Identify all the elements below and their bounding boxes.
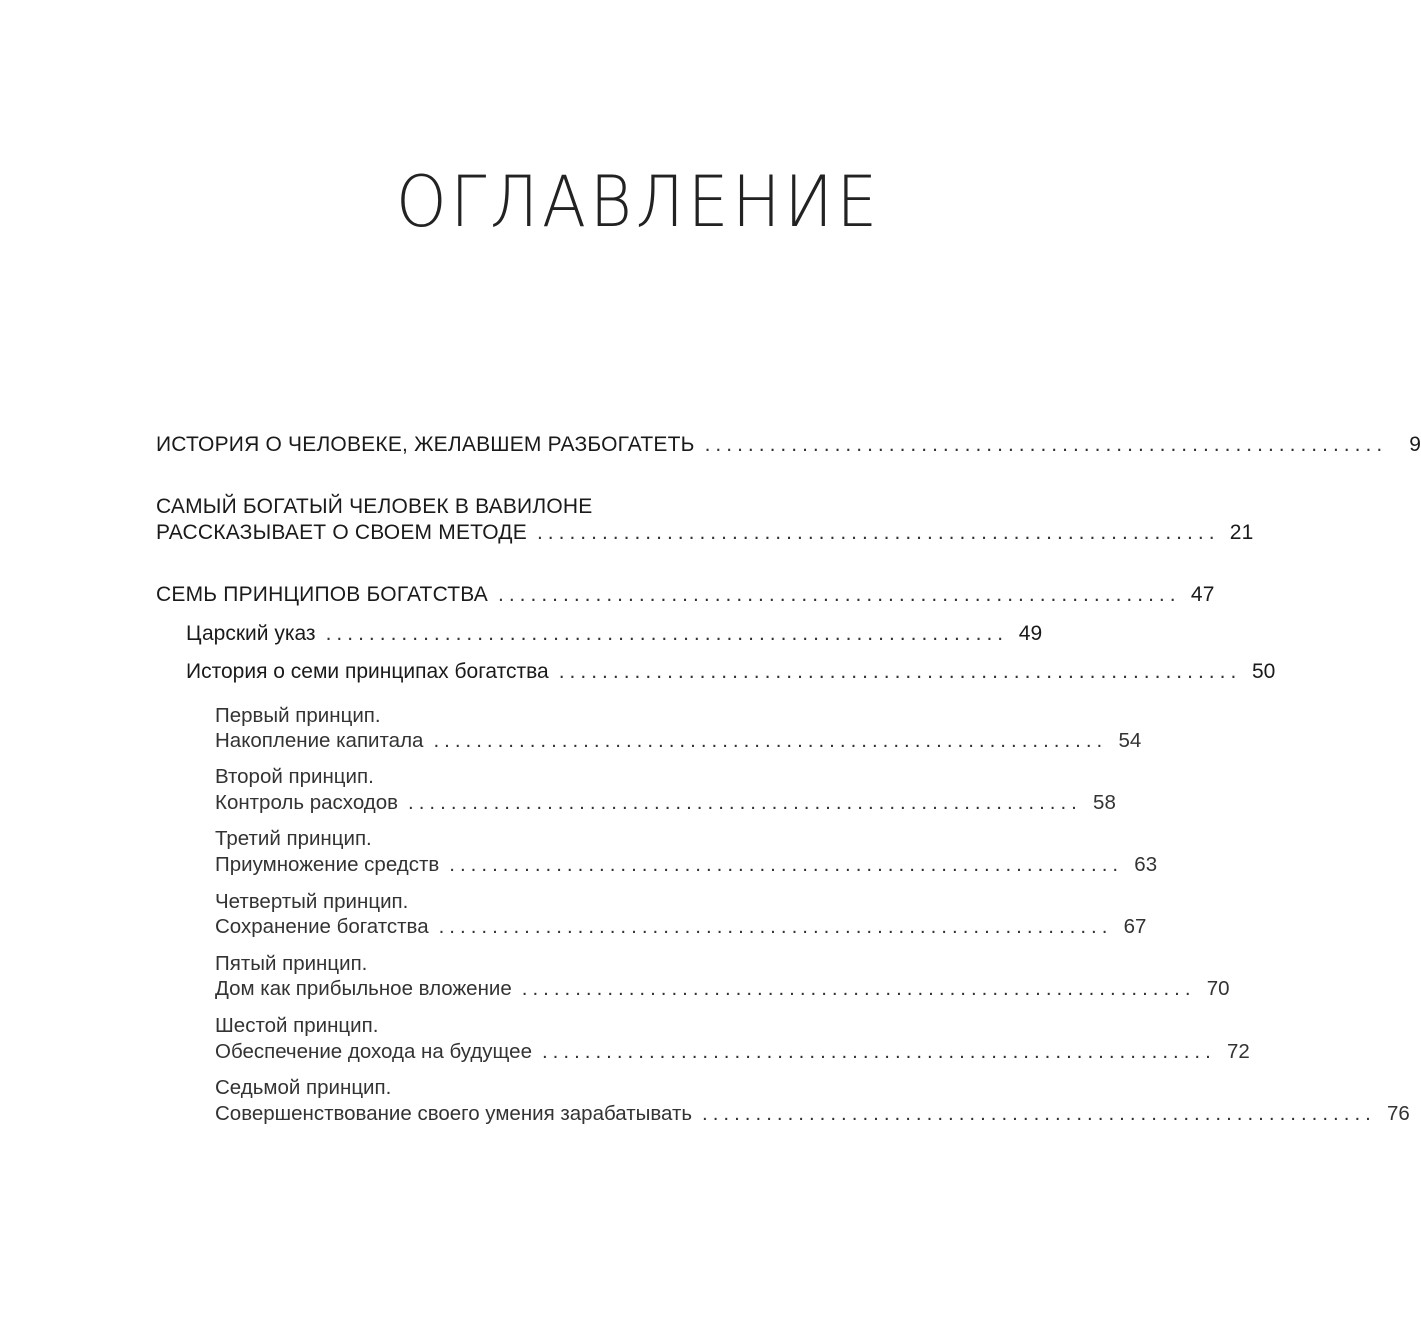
dot-leader: ............................................................... xyxy=(704,433,1388,456)
toc-entry-title: СЕМЬ ПРИНЦИПОВ БОГАТСТВА xyxy=(156,583,488,606)
toc-entry-page: 47 xyxy=(1190,583,1215,606)
toc-entry-title-line1: Седьмой принцип. xyxy=(215,1076,392,1099)
toc-entry-page: 63 xyxy=(1134,853,1158,876)
dot-leader: ............................................................... xyxy=(702,1102,1376,1125)
toc-entry[interactable] xyxy=(215,913,1147,941)
toc-entry-title: РАССКАЗЫВАЕТ О СВОЕМ МЕТОДЕ xyxy=(156,521,527,544)
toc-entry-title-line1: Четвертый принцип. xyxy=(215,890,409,913)
dot-leader: ............................................................... xyxy=(325,622,1009,645)
toc-entry-page: 21 xyxy=(1229,521,1254,544)
toc-entry-title: История о семи принципах богатства xyxy=(186,660,549,683)
toc-entry-page: 49 xyxy=(1018,622,1043,645)
toc-entry-title-line1: Шестой принцип. xyxy=(215,1014,379,1037)
toc-entry[interactable] xyxy=(186,620,1043,648)
dot-leader: ............................................................... xyxy=(449,853,1124,876)
toc-entry-title: ИСТОРИЯ О ЧЕЛОВЕКЕ, ЖЕЛАВШЕМ РАЗБОГАТЕТЬ xyxy=(156,433,695,456)
toc-entry-page: 54 xyxy=(1118,729,1142,752)
toc-entry-page: 76 xyxy=(1387,1102,1410,1125)
dot-leader: ............................................................... xyxy=(438,915,1113,938)
toc-entry[interactable] xyxy=(156,581,1215,609)
toc-entry[interactable] xyxy=(156,519,1254,547)
toc-entry[interactable] xyxy=(215,851,1158,879)
toc-entry-title: Совершенствование своего умения зарабатывать xyxy=(215,1102,693,1125)
toc-entry-page: 58 xyxy=(1093,791,1116,814)
dot-leader: ............................................................... xyxy=(536,521,1220,544)
toc-entry-title-line1: Первый принцип. xyxy=(215,704,381,727)
toc-entry[interactable] xyxy=(215,1038,1250,1066)
toc-entry-title-line1: Пятый принцип. xyxy=(215,952,368,975)
dot-leader: ............................................................... xyxy=(433,729,1108,752)
toc-entry-title: Царский указ xyxy=(186,622,316,645)
toc-entry-title: Контроль расходов xyxy=(215,791,399,814)
dot-leader: ............................................................... xyxy=(521,977,1196,1000)
toc-entry[interactable] xyxy=(156,431,1421,459)
toc-entry-page: 9 xyxy=(1409,433,1421,456)
toc-entry-title: Приумножение средств xyxy=(215,853,440,876)
toc-entry-page: 50 xyxy=(1251,660,1276,683)
dot-leader: ............................................................... xyxy=(498,583,1181,606)
toc-entry-title-line1: Второй принцип. xyxy=(215,765,374,788)
toc-entry[interactable] xyxy=(215,727,1142,755)
toc-entry-title: Обеспечение дохода на будущее xyxy=(215,1040,532,1063)
toc-entry-page: 70 xyxy=(1206,977,1230,1000)
toc-entry-page: 72 xyxy=(1227,1040,1250,1063)
toc-entry-title: Дом как прибыльное вложение xyxy=(215,977,512,1000)
page-title: ОГЛАВЛЕНИЕ xyxy=(396,161,881,243)
toc-entry-title-line1: САМЫЙ БОГАТЫЙ ЧЕЛОВЕК В ВАВИЛОНЕ xyxy=(156,495,593,518)
toc-entry[interactable] xyxy=(186,658,1276,686)
toc-entry-title-line1: Третий принцип. xyxy=(215,827,372,850)
toc-entry-title: Накопление капитала xyxy=(215,729,424,752)
toc-entry-title: Сохранение богатства xyxy=(215,915,429,938)
toc-entry[interactable] xyxy=(215,975,1230,1003)
dot-leader: ............................................................... xyxy=(558,660,1242,683)
toc-entry[interactable] xyxy=(215,789,1116,817)
dot-leader: ............................................................... xyxy=(541,1040,1216,1063)
dot-leader: ............................................................... xyxy=(408,791,1082,814)
toc-entry[interactable] xyxy=(215,1100,1410,1128)
toc-entry-page: 67 xyxy=(1123,915,1147,938)
